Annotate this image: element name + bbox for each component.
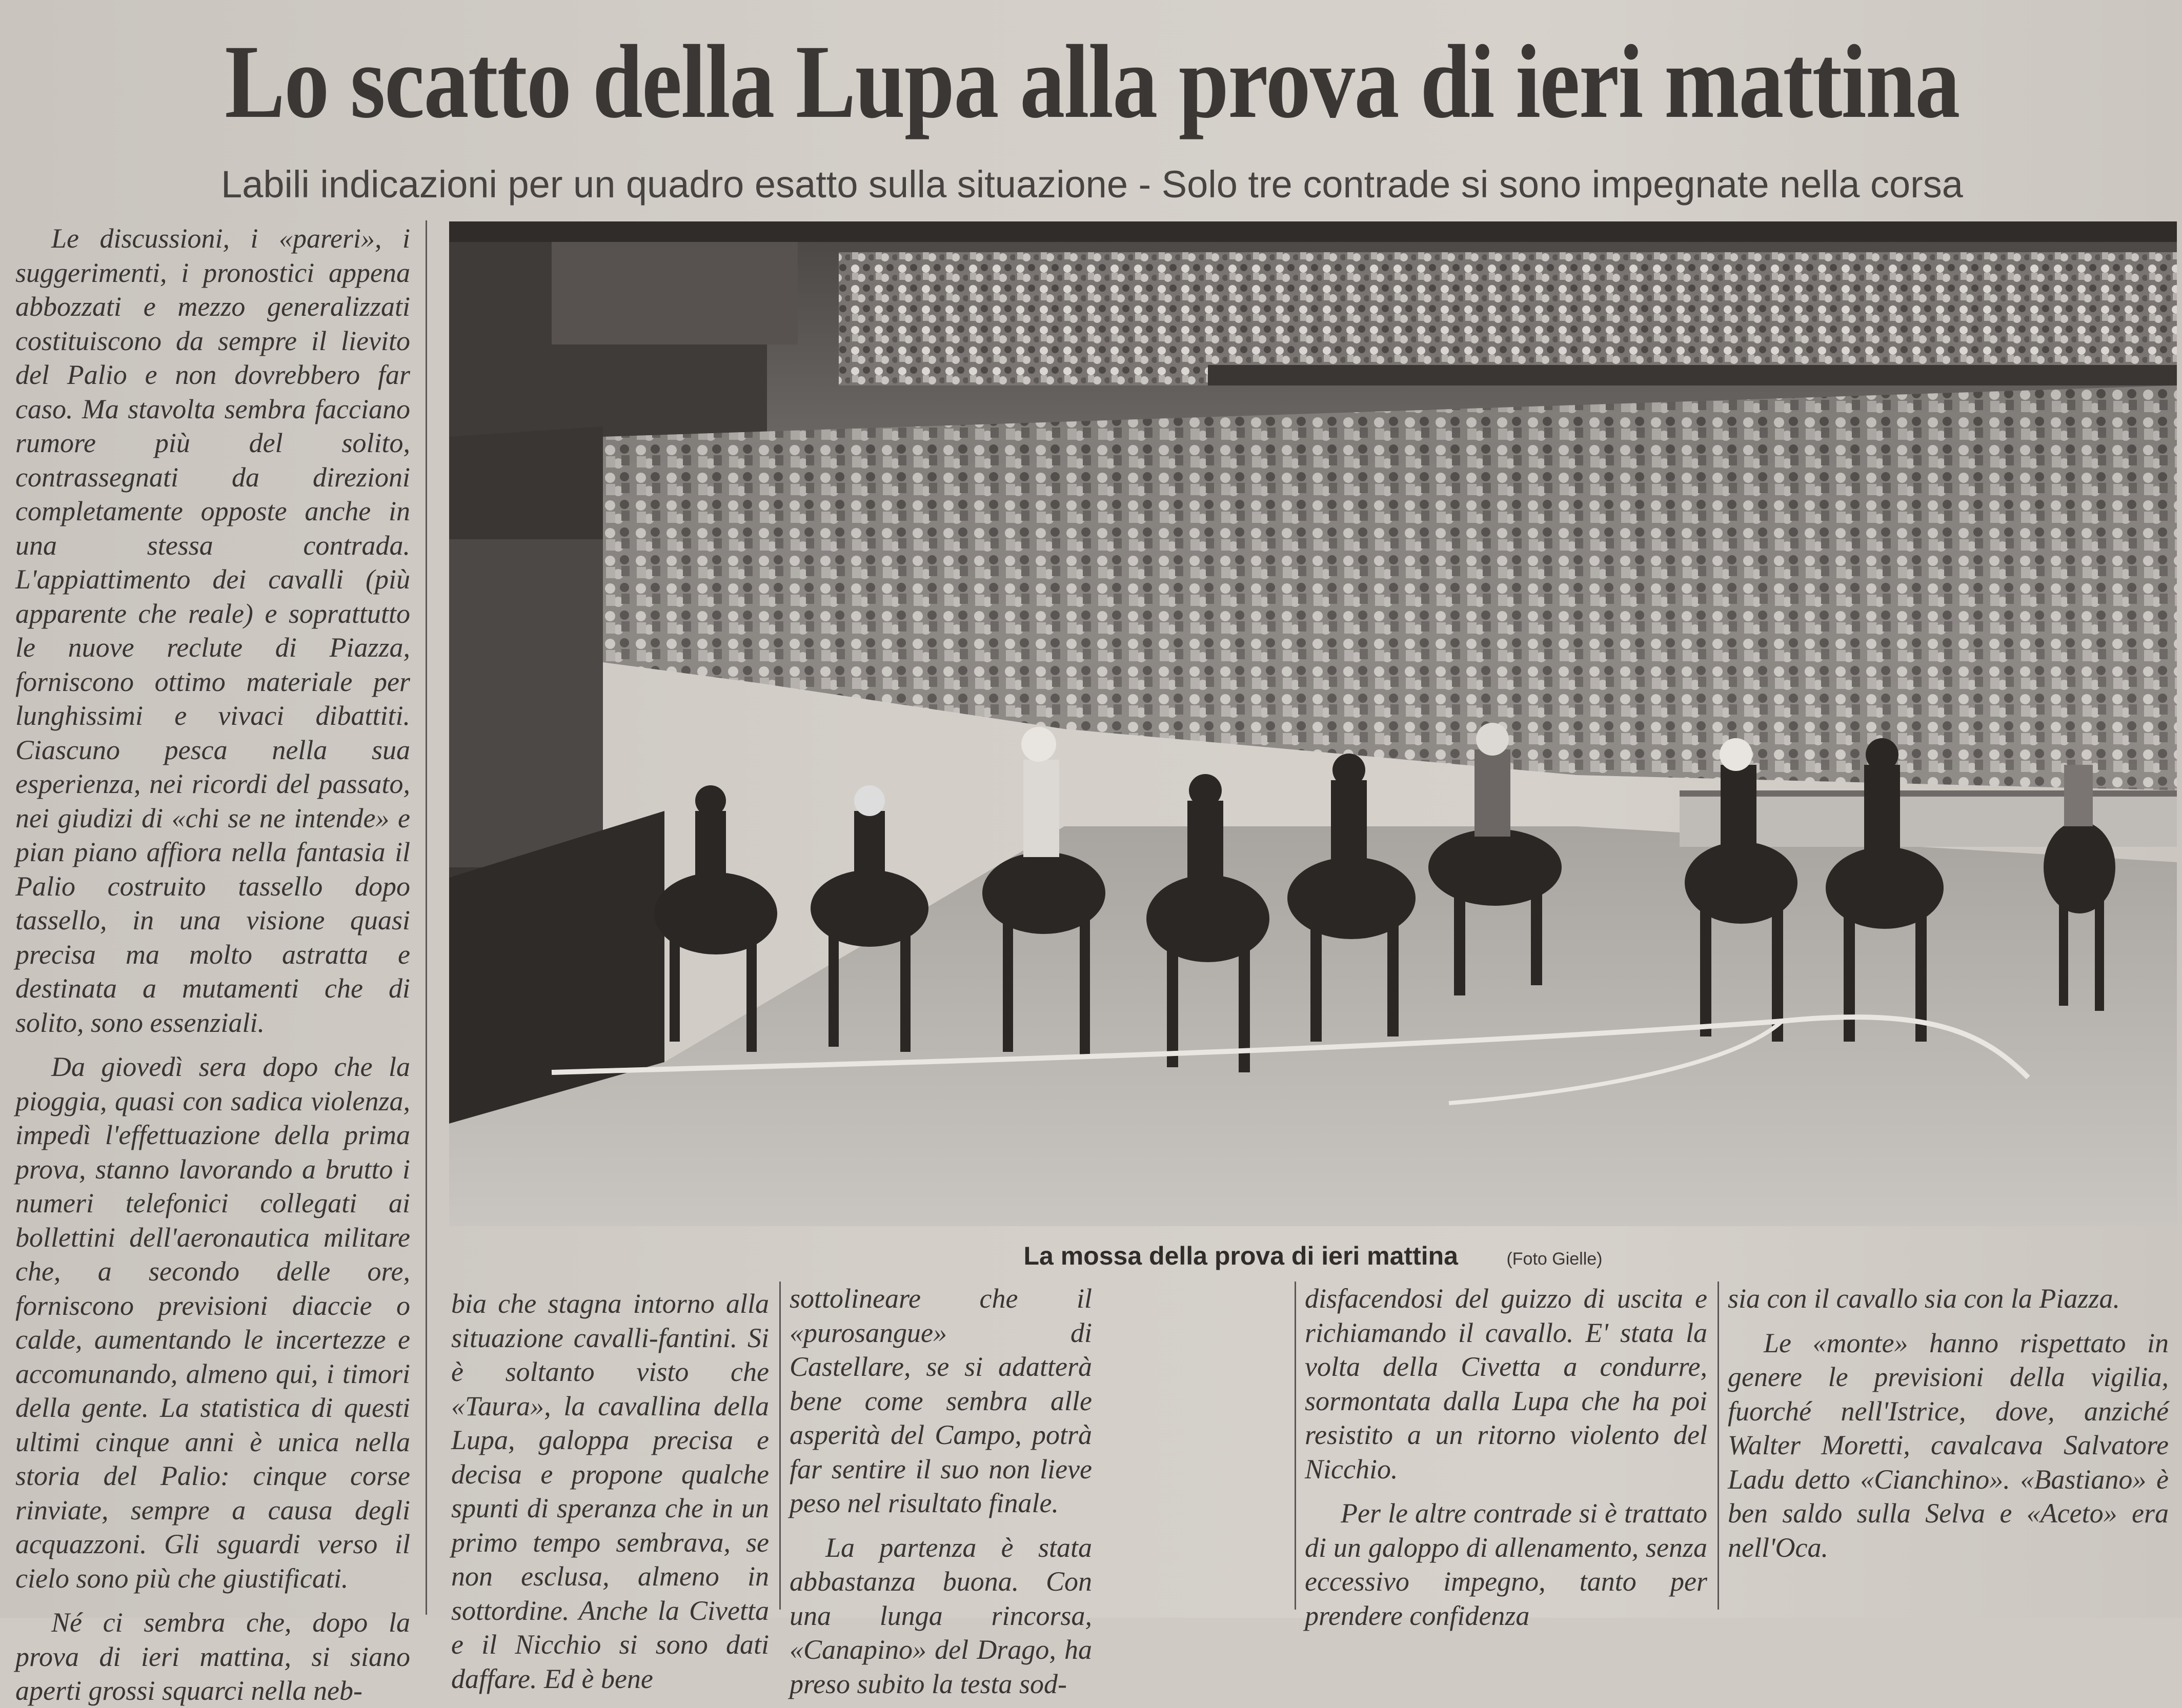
column-divider [1718, 1282, 1719, 1610]
article-column-5 [1728, 1282, 2169, 1604]
paragraph: Le «monte» hanno rispettato in genere le previsioni della vigilia, fuorché nell'Istrice, dove, anziché Walter Moretti, cavalcava Salvatore Ladu detto «Cianchino». «Bastiano» è ben saldo sulla Selva e «Aceto» era nell'Oca. [1728, 1327, 2169, 1563]
paragraph: bia che stagna intorno alla situazione cavalli-fantini. Si è soltanto visto che «Taura», la cavallina della Lupa, galoppa precisa e decisa e propone qualche spunti di speranza che in un primo tempo sembrava, se non esclusa, almeno in sottordine. Anche la Civetta e il Nicchio si sono dati daffare. Ed è bene [451, 1288, 769, 1694]
caption-text: La mossa della prova di ieri mattina [1023, 1242, 1458, 1270]
column-divider [426, 220, 427, 1615]
photo-credit: (Foto Gielle) [1506, 1249, 1603, 1269]
paragraph: Le discussioni, i «pareri», i suggerimenti, i pronostici appena abbozzati e mezzo generalizzati costituiscono da sempre il lievito del Palio e non dovrebbero far caso. Ma stavolta sembra facciano rumore più del solito, contrassegnati da direzioni completamente opposte anche in una stessa contrada. L'appiattimento dei cavalli (più apparente che reale) e soprattutto le nuove reclute di Piazza, forniscono ottimo materiale per lunghissimi e vivaci dibattiti. Ciascuno pesca nella sua esperienza, nei ricordi del passato, nei giudizi di «chi se ne intende» e pian piano affiora nella fantasia il Palio costruito tassello dopo tassello, in una visione quasi precisa ma molto astratta e destinata a mutamenti che di solito, sono essenziali. [15, 223, 410, 1038]
article-column-3 [790, 1282, 1092, 1699]
subheadline: Labili indicazioni per un quadro esatto sulla situazione - Solo tre contrade si sono impegnate nella corsa [221, 163, 1963, 206]
article-column-4 [1305, 1282, 1707, 1631]
photo-caption [449, 1233, 2177, 1279]
paragraph: disfacendosi del guizzo di uscita e richiamando il cavallo. E' stata la volta della Civetta a condurre, sormontata dalla Lupa che ha poi resistito a un ritorno violento del Nicchio. [1305, 1283, 1707, 1485]
paragraph: Né ci sembra che, dopo la prova di ieri mattina, si siano aperti grossi squarci nella neb- [15, 1607, 410, 1706]
race-photo [449, 221, 2177, 1226]
headline: Lo scatto della Lupa alla prova di ieri mattina [225, 24, 1959, 140]
paragraph: sia con il cavallo sia con la Piazza. [1728, 1283, 2120, 1314]
article-column-1 [15, 221, 410, 1706]
paragraph: La partenza è stata abbastanza buona. Con una lunga rincorsa, «Canapino» del Drago, ha preso subito la testa sod- [790, 1532, 1092, 1699]
column-divider [1295, 1282, 1296, 1610]
paragraph: Da giovedì sera dopo che la pioggia, quasi con sadica violenza, impedì l'effettuazione della prima prova, stanno lavorando a brutto i numeri telefonici collegati ai bollettini dell'aeronautica militare che, a secondo delle ore, forniscono previsioni diaccie o calde, aumentando le incertezze e accomunando, almeno qui, i timori della gente. La statistica di questi ultimi cinque anni è unica nella storia del Palio: cinque corse rinviate, sempre a causa degli acquazzoni. Gli sguardi verso il cielo sono più che giustificati. [15, 1051, 410, 1594]
article-column-2 [451, 1287, 769, 1694]
paragraph: sottolineare che il «purosangue» di Castellare, se si adatterà bene come sembra alle asperità del Campo, potrà far sentire il suo non lieve peso nel risultato finale. [790, 1283, 1092, 1518]
column-divider [779, 1282, 781, 1610]
paragraph: Per le altre contrade si è trattato di un galoppo di allenamento, senza eccessivo impegno, tanto per prendere confidenza [1305, 1498, 1707, 1631]
